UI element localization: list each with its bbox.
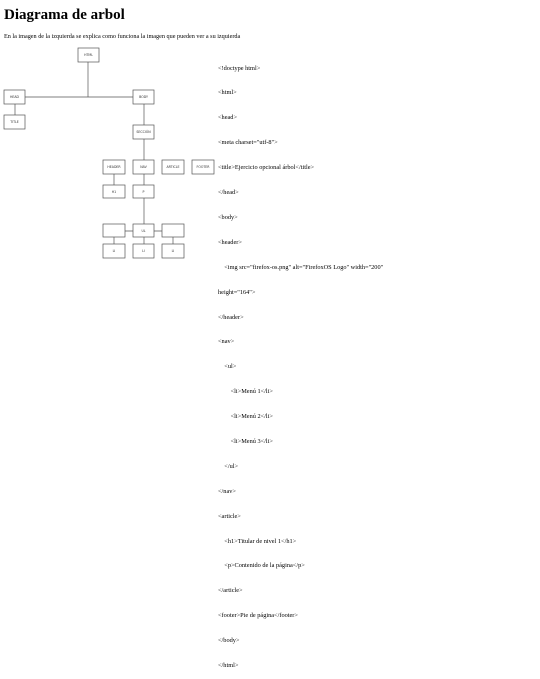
tree-node-header [103,160,125,174]
tree-node-head-label: HEAD [9,95,20,99]
tree-node-li-3-label: LI [171,249,175,253]
tree-node-h1-label: H1 [111,190,117,194]
tree-node-body [133,90,154,104]
tree-node-ul-left [103,224,125,237]
tree-node-li-3 [162,244,184,258]
tree-edges [15,62,173,244]
code-line: </article> [218,587,243,595]
code-line: </html> [218,661,239,669]
code-line: <li>Menú 3</li> [218,437,273,445]
code-line: <ul> [218,363,237,371]
tree-node-ul-label: UL [141,229,146,233]
code-line: </header> [218,313,244,321]
code-line: <header> [218,238,242,246]
tree-node-li-2-label: LI [142,249,145,253]
code-line: <!doctype html> [218,64,261,72]
tree-node-html [78,48,99,62]
tree-node-footer [192,160,214,174]
code-line: <meta charset="utf-8"> [218,139,278,147]
code-line: <li>Menú 2</li> [218,413,273,421]
tree-node-html-label: HTML [84,53,93,57]
tree-node-p-label: P [142,190,145,194]
html-code-listing [218,48,383,679]
code-line: <head> [218,114,237,122]
code-line: <li>Menú 1</li> [218,388,273,396]
tree-node-header-label: HEADER [107,165,121,169]
tree-node-nav-label: NAV [140,165,147,169]
tree-node-footer-label: FOOTER [196,165,210,169]
code-line: <html> [218,89,237,97]
tree-node-head [4,90,25,104]
tree-node-ul-right [162,224,184,237]
tree-node-title-label: TITLE [10,120,19,124]
code-line: <img src="firefox-os.png" alt="FirefoxOS Logo" width="200" [218,263,384,271]
code-line: <h1>Titular de nivel 1</h1> [218,537,297,545]
code-line: <article> [218,512,241,520]
code-line: <footer>Pie de página</footer> [218,612,298,620]
tree-node-article-label: ARTICLE [166,165,180,169]
tree-node-article [162,160,184,174]
tree-node-p [133,185,154,198]
page-title: Diagrama de arbol [4,7,125,23]
tree-node-title [4,115,25,129]
code-line: <nav> [218,338,235,346]
tree-diagram [0,0,220,270]
code-line: <body> [218,213,238,221]
code-line: </body> [218,637,240,645]
intro-text: En la imagen de la izquierda se explica como funciona la imagen que pueden ver a su izquierda [4,33,241,40]
tree-node-ul [133,224,154,237]
tree-node-body-label: BODY [139,95,148,99]
code-line: <title>Ejercicio opcional árbol</title> [218,164,315,172]
tree-node-li-1 [103,244,125,258]
tree-node-h1 [103,185,125,198]
code-line: </ul> [218,462,239,470]
tree-node-section-label: SECCIÓN [136,130,151,134]
code-line: </nav> [218,487,236,495]
code-line: </head> [218,189,239,197]
tree-node-nav [133,160,154,174]
tree-node-li-1-label: LI [112,249,116,253]
code-line: <p>Contenido de la página</p> [218,562,305,570]
tree-node-li-2 [133,244,154,258]
tree-node-section [133,125,154,139]
code-line: height="164"> [218,288,256,296]
